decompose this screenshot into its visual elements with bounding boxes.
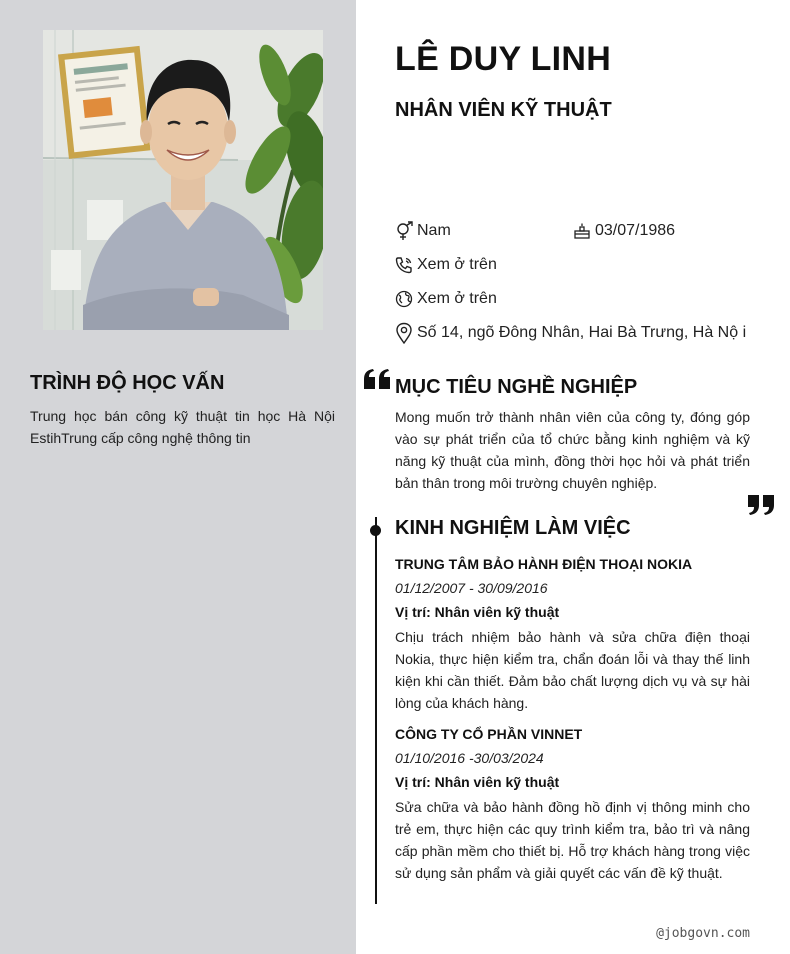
education-title: TRÌNH ĐỘ HỌC VẤN [30,372,225,394]
timeline-dot [370,525,381,536]
info-gender [395,220,451,242]
experience-company: TRUNG TÂM BẢO HÀNH ĐIỆN THOẠI NOKIA [395,556,693,572]
info-address [395,322,746,344]
education-text: Trung học bán công kỹ thuật tin học Hà Nội EstihTrung cấp công nghệ thông tin [30,408,335,446]
close-quote-icon [748,495,776,522]
info-phone [395,254,497,276]
experience-period: 01/10/2016 -30/03/2024 [395,750,544,766]
experience-title: KINH NGHIỆM LÀM VIỆC [395,517,631,539]
experience-company: CÔNG TY CỔ PHẦN VINNET [395,726,583,742]
website-value: Xem ở trên [417,290,497,307]
birthdate-value: 03/07/1986 [595,222,676,239]
objective-title: MỤC TIÊU NGHỀ NGHIỆP [395,376,638,398]
experience-position: Vị trí: Nhân viên kỹ thuật [395,774,560,790]
address-value: Số 14, ngõ Đông Nhân, Hai Bà Trưng, Hà Nộ i [417,324,747,341]
info-website [395,288,497,310]
experience-description: Chịu trách nhiệm bảo hành và sửa chữa điện thoại Nokia, thực hiện kiểm tra, chẩn đoán lỗi và thay thế linh kiện khi cần thiết. Đảm bảo chất lượng dịch vụ và sự hài lòng của khách hàng. [395,629,750,711]
info-birthdate [573,220,675,242]
candidate-name: LÊ DUY LINH [395,40,612,78]
cake-icon [573,220,595,242]
gender-icon [395,220,417,242]
profile-photo [43,30,323,330]
experience-period: 01/12/2007 - 30/09/2016 [395,580,548,596]
experience-description: Sửa chữa và bảo hành đồng hồ định vị thông minh cho trẻ em, thực hiện các quy trình kiểm tra, bảo trì và nâng cấp phần mềm cho thiết bị. Hỗ trợ khách hàng trong việc sử dụng sản phẩm và giải quyết các vấn đề kỹ thuật. [395,799,750,881]
objective-text: Mong muốn trở thành nhân viên của công ty, đóng góp vào sự phát triển của tổ chức bằng kinh nghiệm và kỹ năng kỹ thuật của mình, đồng thời học hỏi và phát triển bản thân trong môi trường chuyên nghiệp. [395,409,750,491]
globe-icon [395,288,417,310]
location-pin-icon [395,322,417,344]
gender-value: Nam [417,222,451,239]
watermark: @jobgovn.com [656,926,750,941]
experience-position: Vị trí: Nhân viên kỹ thuật [395,604,560,620]
phone-value: Xem ở trên [417,256,497,273]
timeline-line [375,517,377,904]
open-quote-icon [364,369,392,396]
job-title: NHÂN VIÊN KỸ THUẬT [395,99,612,121]
phone-icon [395,254,417,276]
